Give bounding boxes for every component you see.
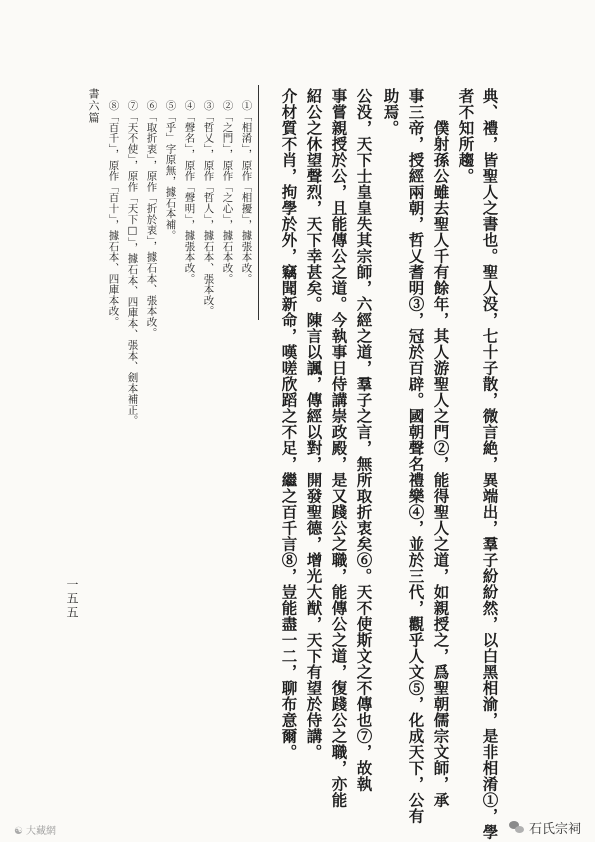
watermark-logo-icon: ☯	[14, 826, 23, 837]
footnote: ⑧「百千」，原作「百十」，據石本、四庫本改。	[107, 100, 120, 328]
column-divider	[258, 85, 259, 320]
wechat-icon	[509, 821, 525, 834]
footnote: ③「哲乂」，原作「哲人」，據石本、張本改。	[202, 100, 215, 317]
footnote: ②「之門」，原作「之心」，據石本改。	[221, 100, 234, 284]
footnote: ①「相淆」，原作「相擾」，據張本改。	[240, 100, 253, 284]
text-column: 者不知所趨。	[456, 88, 476, 184]
text-column: 介材質不肖，拘學於外，竊聞新命，嘆嗟欣蹈之不足，繼之百千言⑧，豈能盡一二，聊布意爾。	[279, 88, 299, 760]
text-column: 事嘗親授於公，且能傳公之道。今執事日侍講崇政殿，是又踐公之職，能傳公之道，復踐公之職，亦能	[329, 88, 349, 808]
watermark-left-text: 大藏網	[25, 826, 56, 837]
text-column: 典、禮，皆聖人之書也。聖人没，七十子散，微言絶，異端出，羣子紛紛然，以白黑相渝，是非相淆①，學	[480, 88, 500, 840]
text-column: 事三帝，授經兩朝，哲乂耆明③，冠於百辟。國朝聲名禮樂④，並於三代，觀乎人文⑤，化成天下，公有	[406, 88, 426, 824]
footnote: ④「聲名」，原作「聲明」，據張本改。	[183, 100, 196, 284]
page-number: 一五五	[65, 578, 79, 620]
footnote: ⑦「天不使」，原作「天下□」，據石本、四庫本、張本、劍本補正。	[126, 100, 139, 426]
text-column: 公没，天下士皇皇失其宗師，六經之道，羣子之言，無所取折衷矣⑥。天不使斯文之不傳也⑦，故執	[354, 88, 374, 792]
footnote: ⑤「乎」字原無，據石本補。	[164, 100, 177, 241]
text-column: 紹公之休望聲烈，天下幸甚矣。陳言以諷，傳經以對，開發聖德，增光大猷，天下有望於侍講。	[304, 88, 324, 760]
watermark-right-text: 石氏宗祠	[528, 821, 581, 836]
text-column: 助焉。	[381, 88, 401, 136]
text-column: 僕射孫公雖去聖人千有餘年，其人游聖人之門②，能得聖人之道，如親授之，爲聖朝儒宗文師，承	[431, 120, 451, 808]
footnote: ⑥「取折衷」，原作「折於衷」，據石本、張本改。	[145, 100, 158, 338]
watermark-right	[509, 818, 581, 837]
section-title: 書六篇	[87, 88, 100, 124]
watermark-left	[14, 822, 56, 837]
